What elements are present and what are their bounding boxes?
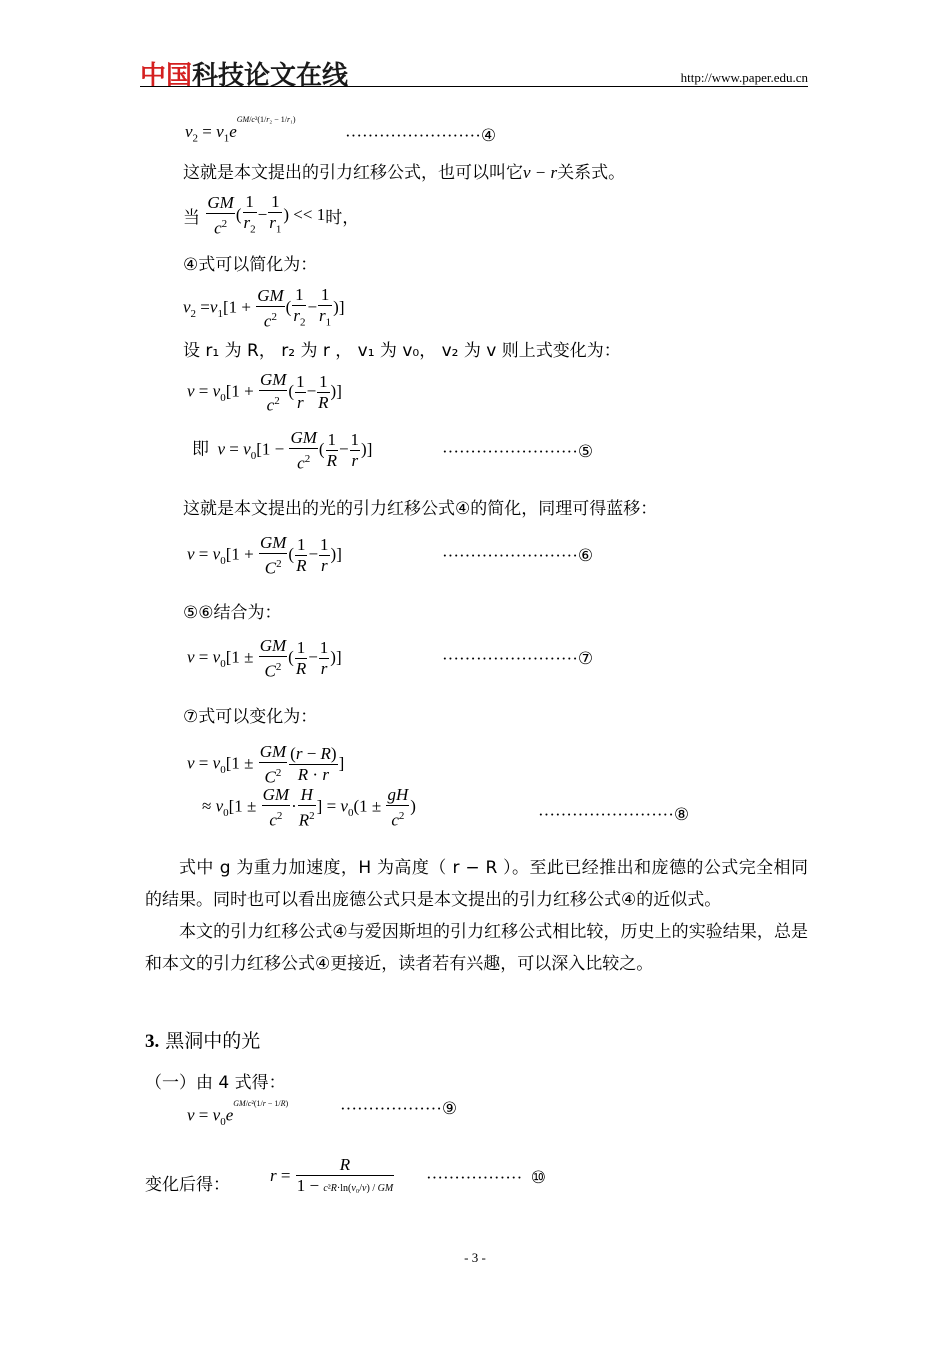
paragraph-1: 式中 g 为重力加速度，H 为高度（ r − R ）。至此已经推出和庞德的公式完全相同的结果。同时也可以看出庞德公式只是本文提出的引力红移公式④的近似式。 xyxy=(145,858,808,910)
equation-9: $v = v_0e^{GM/c^2(1/r - 1/R)}$ xyxy=(187,1099,289,1129)
header-rule xyxy=(140,86,808,87)
page-number: - 3 - xyxy=(464,1250,486,1265)
equation-6: $v = v_0[1$ + $\frac{GM}{C^2}$ ( $\frac{1}{R}$ − $\frac{1}{r}$ )] xyxy=(187,533,342,578)
equation-6-tag: ························⑥ xyxy=(442,546,594,565)
substitution-line: 设 r₁ 为 R， r₂ 为 r ， v₁ 为 v₀， v₂ 为 v 则上式变化为： xyxy=(183,341,621,361)
subsection-line: （一）由 4 式得： xyxy=(145,1073,286,1093)
equation-7-tag: ························⑦ xyxy=(442,649,594,668)
paragraph-2: 本文的引力红移公式④与爱因斯坦的引力红移公式相比较，历史上的实验结果，总是和本文的引力红移公式④更接近，读者若有兴趣，可以深入比较之。 xyxy=(145,922,808,974)
transform-line: ⑦式可以变化为： xyxy=(183,707,318,727)
equation-8-tag: ························⑧ xyxy=(538,805,690,824)
section-number: 3. xyxy=(145,1031,160,1052)
logo-red-text: 中国 xyxy=(140,61,193,91)
equation-10-tag: ················· ⑩ xyxy=(426,1168,546,1187)
equation-5: 即 $v = v_0[1$ − $\frac{GM}{c^2}$ ( $\frac{1}{R}$ − $\frac{1}{r}$ )] xyxy=(192,428,373,473)
simplified-equation: $v_2 =v_1[1$ + $\frac{GM}{c^2}$ ( $\frac{1}{r_2}$ − $\frac{1}{r_1}$ )] xyxy=(183,285,345,331)
blue-shift-line: 这就是本文提出的光的引力红移公式④的简化，同理可得蓝移： xyxy=(183,499,658,519)
equation-8-line-1: $v = v_0[1$ ± $\frac{GM}{C^2}$ $\frac{(r - R)}{R \cdot r}$ ] xyxy=(187,742,345,787)
substituted-equation: $v = v_0[1$ + $\frac{GM}{c^2}$ ( $\frac{1}{r}$ − $\frac{1}{R}$ )] xyxy=(187,370,342,415)
equation-8-line-2: ≈ $v_0[1$ ± $\frac{GM}{c^2}$ · $\frac{H}{R^2}$ ] = $v_0(1$ ± $\frac{gH}{c^2}$ ) xyxy=(202,785,416,830)
combine-line: ⑤⑥结合为： xyxy=(183,603,282,623)
section-title: 黑洞中的光 xyxy=(165,1030,261,1052)
equation-7: $v = v_0[1$ ± $\frac{GM}{C^2}$ ( $\frac{1}{R}$ − $\frac{1}{r}$ )] xyxy=(187,636,342,681)
logo-black-text: 科技论文在线 xyxy=(192,61,349,91)
body-paragraphs xyxy=(145,852,808,980)
header-url: http://www.paper.edu.cn xyxy=(680,70,808,85)
equation-9-tag: ··················⑨ xyxy=(340,1099,458,1118)
simplify-line: ④式可以简化为： xyxy=(183,255,318,275)
equation-4: $v_2 = v_1e^{GM/c^2(1/r_2 - 1/r_1)}$ xyxy=(185,115,296,145)
change-after-label: 变化后得： xyxy=(145,1175,230,1195)
desc-formula-line: 这就是本文提出的引力红移公式，也可以叫它v − r关系式。 xyxy=(183,163,626,183)
equation-4-tag: ························④ xyxy=(345,126,497,145)
section-heading xyxy=(145,1026,260,1053)
equation-10: r = $\frac{R}{\text{1 − c²R·ln(v₀/v) / GM}}$ xyxy=(270,1155,394,1195)
condition-line: 当 $\frac{GM}{c^2}$ ( $\frac{1}{r_2}$ − $\frac{1}{r_1}$ ) << 1时， xyxy=(183,192,360,238)
equation-5-tag: ························⑤ xyxy=(442,442,594,461)
